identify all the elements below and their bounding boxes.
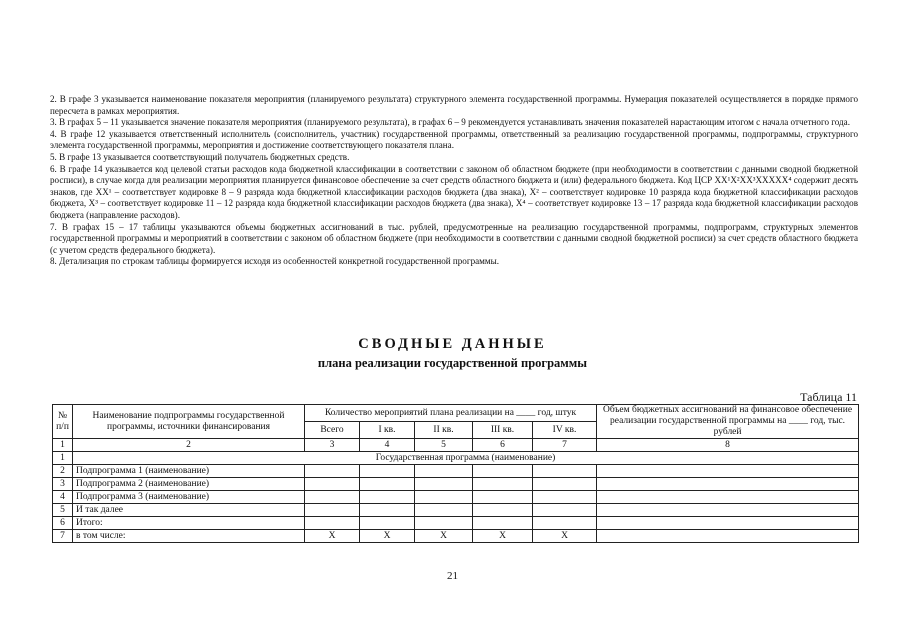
cell-budget: [597, 530, 859, 543]
note-6: 6. В графе 14 указывается код целевой статьи расходов кода бюджетной классификации в соответствии с законом об областном бюджете (при необходимости в соответствии с данными сводной бюджетной росписи), в случае когда для реализации мероприятия планируется финансовое обеспечение за счет средств областного бюджета и (или) федерального бюджета. Код ЦСР XX¹X²XX³XXXXX⁴ содержит десять знаков, где XX¹ – соответствует кодировке 8 – 9 разряда кода бюджетной классификации расходов бюджета (два знака), X² – соответствует кодировке 10 разряда кода бюджетной классификации расходов бюджета, X³ – соответствует кодировке 11 – 12 разряда кода бюджетной классификации расходов бюджета (два знака), X⁴ – соответствует кодировке 13 – 17 разряда кода бюджетной классификации расходов бюджета (направление расходов).: [50, 163, 858, 220]
table-row: [53, 517, 859, 530]
row-name: Подпрограмма 2 (наименование): [73, 478, 305, 491]
cell-budget: [597, 517, 859, 530]
table-row: [53, 465, 859, 478]
column-number: 2: [73, 439, 305, 452]
header-count: Количество мероприятий плана реализации на ____ год, штук: [305, 405, 597, 422]
column-number: 1: [53, 439, 73, 452]
column-number: 5: [415, 439, 473, 452]
header-name: Наименование подпрограммы государственной программы, источники финансирования: [73, 405, 305, 439]
cell-q1: [360, 465, 415, 478]
column-number: 8: [597, 439, 859, 452]
row-num: 2: [53, 465, 73, 478]
cell-total: [305, 465, 360, 478]
cell-budget: [597, 478, 859, 491]
cell-q2: X: [415, 530, 473, 543]
cell-total: [305, 478, 360, 491]
column-number: 7: [533, 439, 597, 452]
note-4: 4. В графе 12 указывается ответственный исполнитель (соисполнитель, участник) государственной программы, ответственный за реализацию государственной программы, подпрограммы, структурного элемента государственной программы, мероприятия и достижение соответствующего показателя плана.: [50, 128, 858, 151]
cell-total: X: [305, 530, 360, 543]
cell-budget: [597, 465, 859, 478]
cell-budget: [597, 491, 859, 504]
note-3: 3. В графах 5 – 11 указывается значение показателя мероприятия (планируемого результата), в графах 6 – 9 рекомендуется устанавливать значения показателей нарастающим итогом с начала отчетного года.: [50, 117, 850, 128]
header-budget: Объем бюджетных ассигнований на финансовое обеспечение реализации государственной программы на ____ год, тыс. рублей: [597, 405, 859, 439]
row-num: 5: [53, 504, 73, 517]
cell-q4: X: [533, 530, 597, 543]
row-num: 3: [53, 478, 73, 491]
cell-q3: [473, 517, 533, 530]
cell-budget: [597, 504, 859, 517]
cell-q3: [473, 504, 533, 517]
row-name: Подпрограмма 3 (наименование): [73, 491, 305, 504]
column-number: 3: [305, 439, 360, 452]
page-number: 21: [447, 570, 458, 582]
note-5: 5. В графе 13 указывается соответствующий получатель бюджетных средств.: [50, 151, 350, 162]
note-8: 8. Детализация по строкам таблицы формируется исходя из особенностей конкретной государственной программы.: [50, 256, 500, 267]
header-q1: I кв.: [360, 422, 415, 439]
header-q4: IV кв.: [533, 422, 597, 439]
cell-total: [305, 517, 360, 530]
cell-q4: [533, 465, 597, 478]
header-q3: III кв.: [473, 422, 533, 439]
header-total: Всего: [305, 422, 360, 439]
cell-q4: [533, 478, 597, 491]
cell-total: [305, 491, 360, 504]
column-numbers-row: [53, 439, 859, 452]
cell-q2: [415, 504, 473, 517]
cell-q1: [360, 504, 415, 517]
note-2: 2. В графе 3 указывается наименование показателя мероприятия (планируемого результата) структурного элемента государственной программы. Нумерация показателей осуществляется в порядке прямого пересчета в рамках мероприятия.: [50, 94, 858, 116]
table-row: [53, 491, 859, 504]
table-row: [53, 504, 859, 517]
summary-table: [52, 404, 859, 543]
row-name: Итого:: [73, 517, 305, 530]
row-name: И так далее: [73, 504, 305, 517]
row-num: 1: [53, 452, 73, 465]
row-num: 7: [53, 530, 73, 543]
page-subtitle: плана реализации государственной программы: [317, 356, 588, 370]
cell-q3: [473, 465, 533, 478]
cell-q1: [360, 478, 415, 491]
table-row: [53, 530, 859, 543]
cell-q2: [415, 491, 473, 504]
program-section-row: [53, 452, 859, 465]
cell-q1: [360, 517, 415, 530]
header-q2: II кв.: [415, 422, 473, 439]
cell-q2: [415, 465, 473, 478]
row-name: в том числе:: [73, 530, 305, 543]
cell-q4: [533, 491, 597, 504]
header-num: № п/п: [53, 405, 73, 439]
cell-q3: X: [473, 530, 533, 543]
row-num: 4: [53, 491, 73, 504]
cell-total: [305, 504, 360, 517]
table-header-row: [53, 405, 859, 422]
page-title: СВОДНЫЕ ДАННЫЕ: [358, 336, 547, 352]
note-7: 7. В графах 15 – 17 таблицы указываются объемы бюджетных ассигнований в тыс. рублей, предусмотренные на реализацию государственной программы, подпрограмм, структурных элементов государственной программы и мероприятий в соответствии с законом об областном бюджете (при необходимости в соответствии с данными сводной бюджетной росписи) за счет средств областного бюджета (с учетом средств федерального бюджета).: [50, 221, 858, 255]
column-number: 6: [473, 439, 533, 452]
cell-q1: [360, 491, 415, 504]
table-label: Таблица 11: [800, 390, 857, 404]
notes-section: [50, 94, 858, 268]
row-name: Подпрограмма 1 (наименование): [73, 465, 305, 478]
cell-q2: [415, 517, 473, 530]
table-row: [53, 478, 859, 491]
section-label: Государственная программа (наименование): [73, 452, 859, 465]
cell-q4: [533, 504, 597, 517]
cell-q3: [473, 478, 533, 491]
cell-q4: [533, 517, 597, 530]
row-num: 6: [53, 517, 73, 530]
cell-q1: X: [360, 530, 415, 543]
cell-q3: [473, 491, 533, 504]
cell-q2: [415, 478, 473, 491]
column-number: 4: [360, 439, 415, 452]
